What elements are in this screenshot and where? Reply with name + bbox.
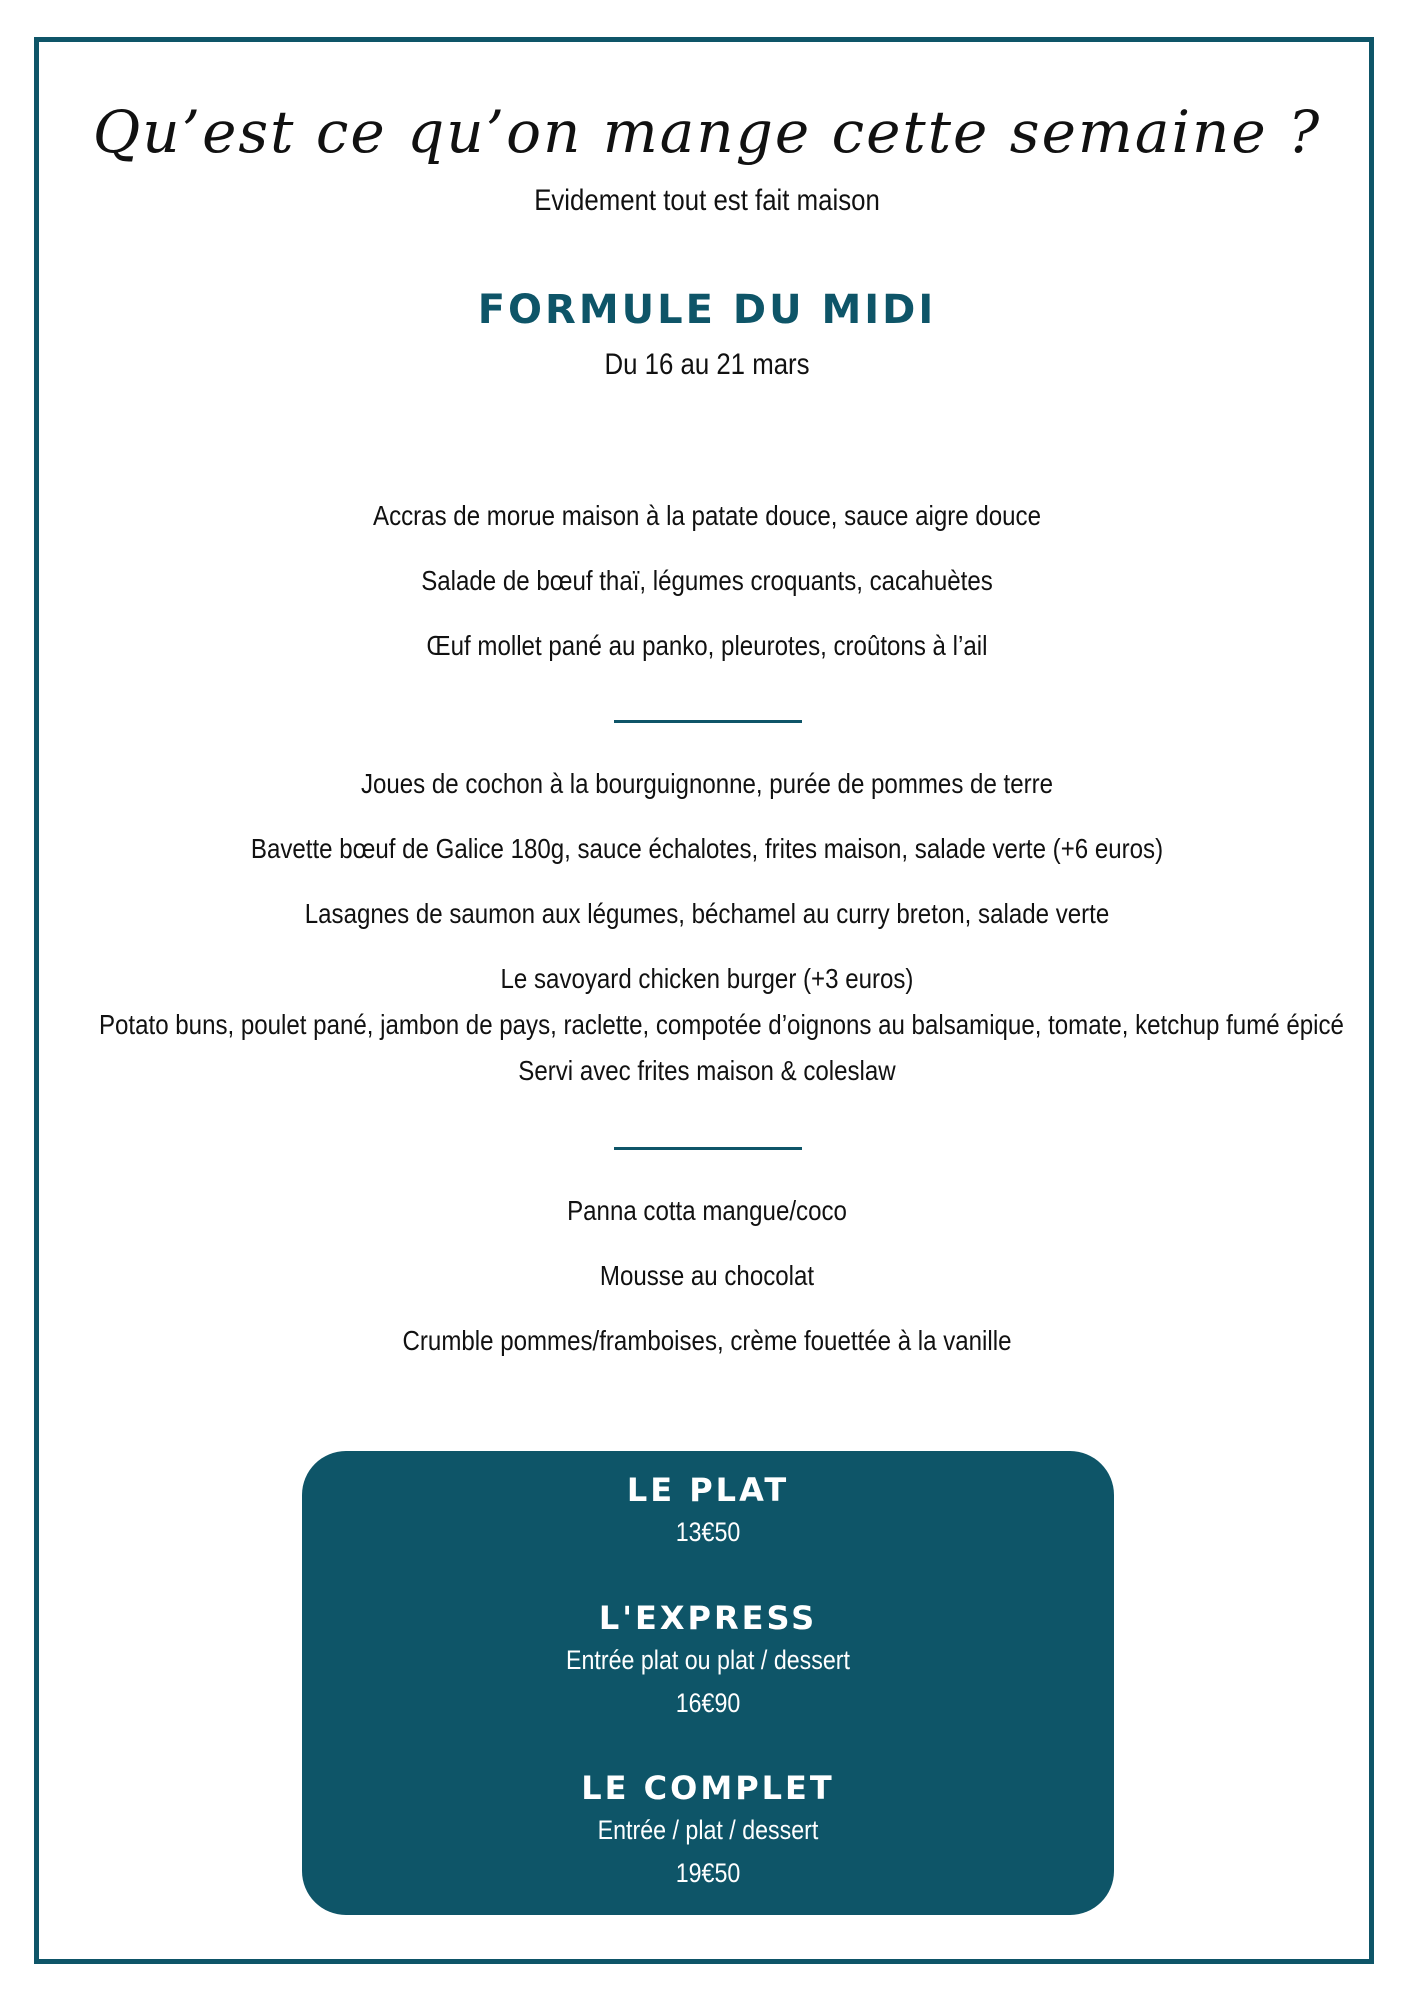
dessert-item: Crumble pommes/framboises, crème fouettée à la vanille: [402, 1325, 1012, 1356]
formule-title: FORMULE DU MIDI: [477, 287, 937, 333]
plat-item: Bavette bœuf de Galice 180g, sauce échalotes, frites maison, salade verte (+6 euros): [250, 833, 1164, 864]
express-title: L'EXPRESS: [598, 1599, 818, 1637]
plat-item-detail: Potato buns, poulet pané, jambon de pays, raclette, compotée d’oignons au balsamique, tomate, ketchup fumé épicé: [98, 1009, 1344, 1040]
express-price: 16€90: [675, 1688, 741, 1718]
entree-item: Accras de morue maison à la patate douce, sauce aigre douce: [373, 500, 1041, 531]
plat-item: Lasagnes de saumon aux légumes, béchamel au curry breton, salade verte: [304, 898, 1110, 929]
section-divider: [614, 720, 802, 723]
plat-item: Le savoyard chicken burger (+3 euros): [500, 963, 914, 994]
page-title: Qu’est ce qu’on mange cette semaine ?: [92, 98, 1322, 166]
complet-price: 19€50: [675, 1858, 741, 1888]
complet-title: LE COMPLET: [581, 1769, 835, 1807]
page-subtitle: Evidement tout est fait maison: [534, 184, 880, 217]
dessert-item: Mousse au chocolat: [599, 1260, 815, 1291]
complet-description: Entrée / plat / dessert: [597, 1815, 819, 1845]
dessert-item: Panna cotta mangue/coco: [567, 1195, 847, 1226]
price-box: [302, 1451, 1114, 1915]
plat-item-detail: Servi avec frites maison & coleslaw: [518, 1055, 896, 1086]
entree-item: Œuf mollet pané au panko, pleurotes, croûtons à l’ail: [426, 630, 988, 661]
formule-dates: Du 16 au 21 mars: [604, 348, 810, 381]
plat-price: 13€50: [675, 1517, 741, 1547]
plat-title: LE PLAT: [626, 1471, 790, 1509]
express-description: Entrée plat ou plat / dessert: [566, 1645, 850, 1675]
section-divider: [614, 1147, 802, 1150]
entree-item: Salade de bœuf thaï, légumes croquants, cacahuètes: [421, 565, 993, 596]
plat-item: Joues de cochon à la bourguignonne, purée de pommes de terre: [360, 768, 1054, 799]
